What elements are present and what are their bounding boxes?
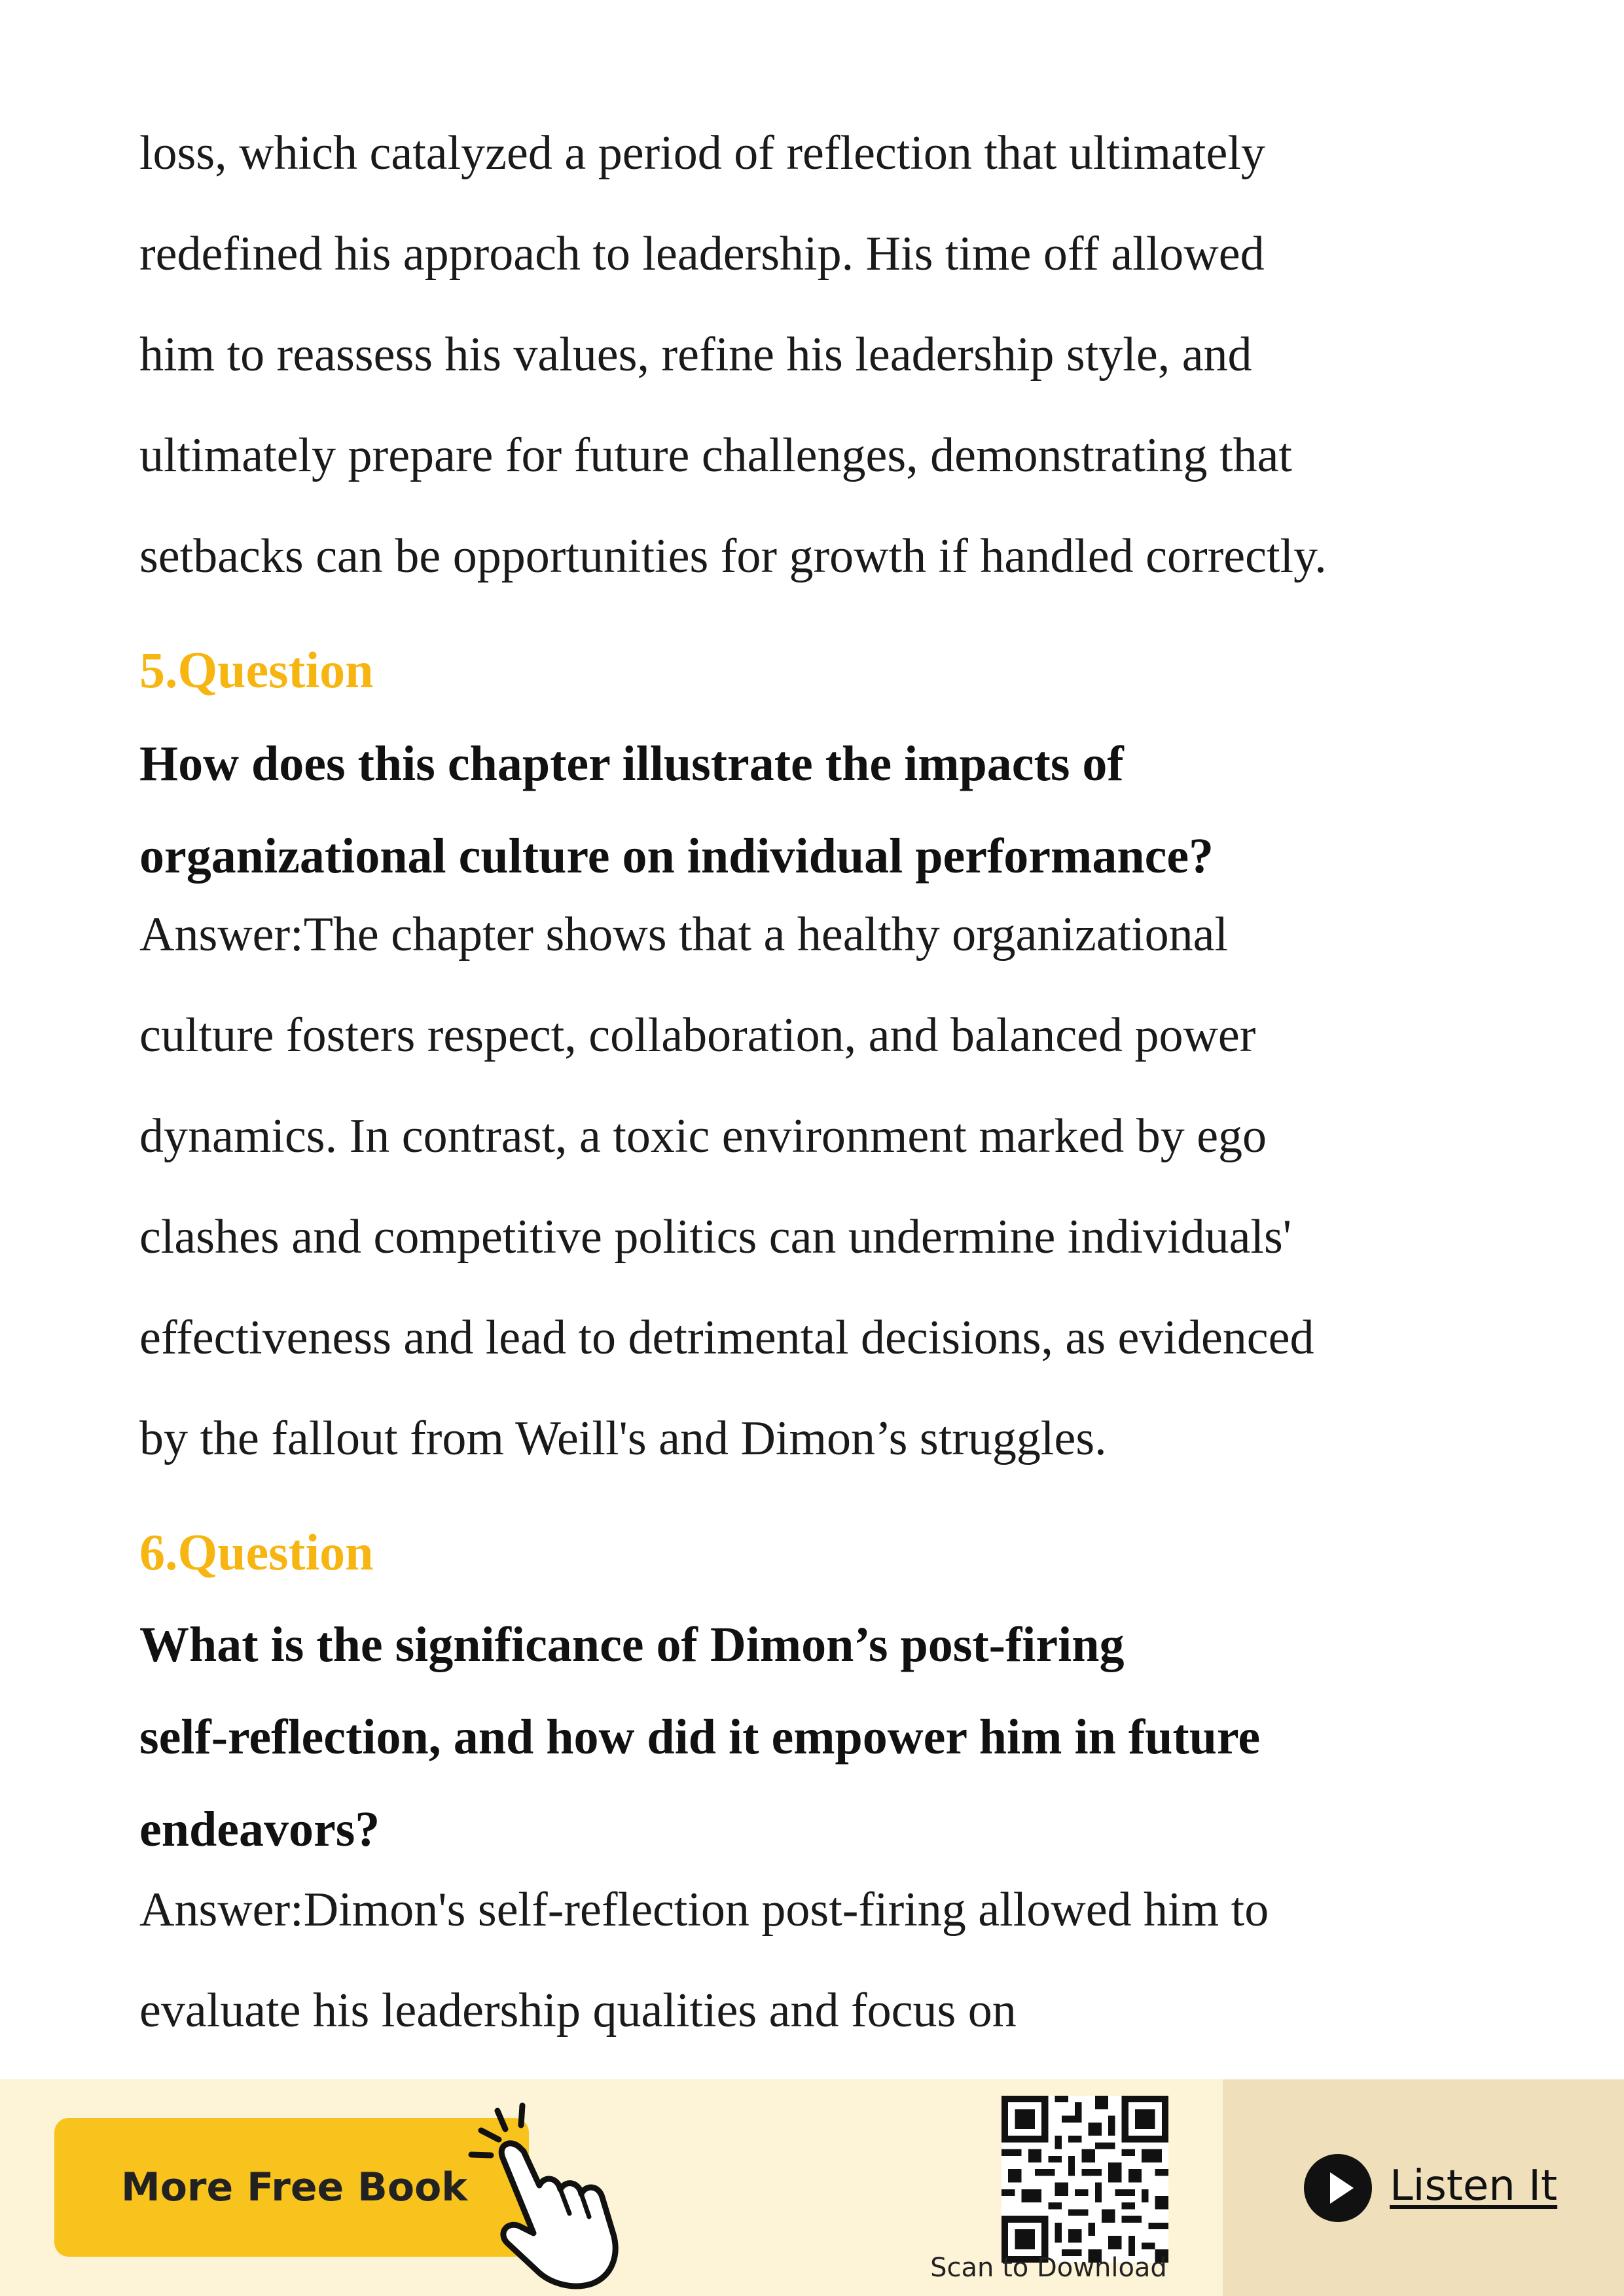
play-icon[interactable] <box>1303 2153 1373 2223</box>
question-text: What is the significance of Dimon’s post-firing <box>139 1617 1125 1672</box>
answer-line: Answer:The chapter shows that a healthy organizational <box>139 908 1229 961</box>
question-text: How does this chapter illustrate the impacts of <box>139 736 1124 791</box>
question-number: 5.Question <box>139 641 374 698</box>
answer-line: by the fallout from Weill's and Dimon’s struggles. <box>139 1412 1107 1465</box>
answer-line: Answer:Dimon's self-reflection post-firing allowed him to <box>139 1883 1269 1937</box>
intro-line: loss, which catalyzed a period of reflection that ultimately <box>139 126 1265 180</box>
answer-line: clashes and competitive politics can undermine individuals' <box>139 1210 1292 1264</box>
question-text: self-reflection, and how did it empower him in future <box>139 1710 1261 1765</box>
pointing-hand-icon <box>458 2099 628 2295</box>
intro-line: him to reassess his values, refine his leadership style, and <box>139 328 1252 382</box>
question-number: 6.Question <box>139 1524 374 1581</box>
answer-line: evaluate his leadership qualities and focus on <box>139 1984 1017 2037</box>
scan-to-download-label: Scan to Download <box>930 2253 1167 2283</box>
more-free-book-label: More Free Book <box>121 2164 468 2210</box>
qr-code[interactable] <box>1001 2096 1168 2263</box>
footer-banner <box>0 2079 1624 2296</box>
answer-line: effectiveness and lead to detrimental decisions, as evidenced <box>139 1311 1314 1365</box>
intro-line: ultimately prepare for future challenges, demonstrating that <box>139 429 1292 482</box>
answer-line: dynamics. In contrast, a toxic environment marked by ego <box>139 1109 1267 1163</box>
answer-line: culture fosters respect, collaboration, and balanced power <box>139 1009 1256 1062</box>
question-text: endeavors? <box>139 1802 380 1857</box>
question-text: organizational culture on individual performance? <box>139 829 1214 884</box>
intro-line: setbacks can be opportunities for growth if handled correctly. <box>139 529 1327 583</box>
intro-line: redefined his approach to leadership. His time off allowed <box>139 227 1265 281</box>
listen-it-link[interactable]: Listen It <box>1390 2162 1558 2210</box>
